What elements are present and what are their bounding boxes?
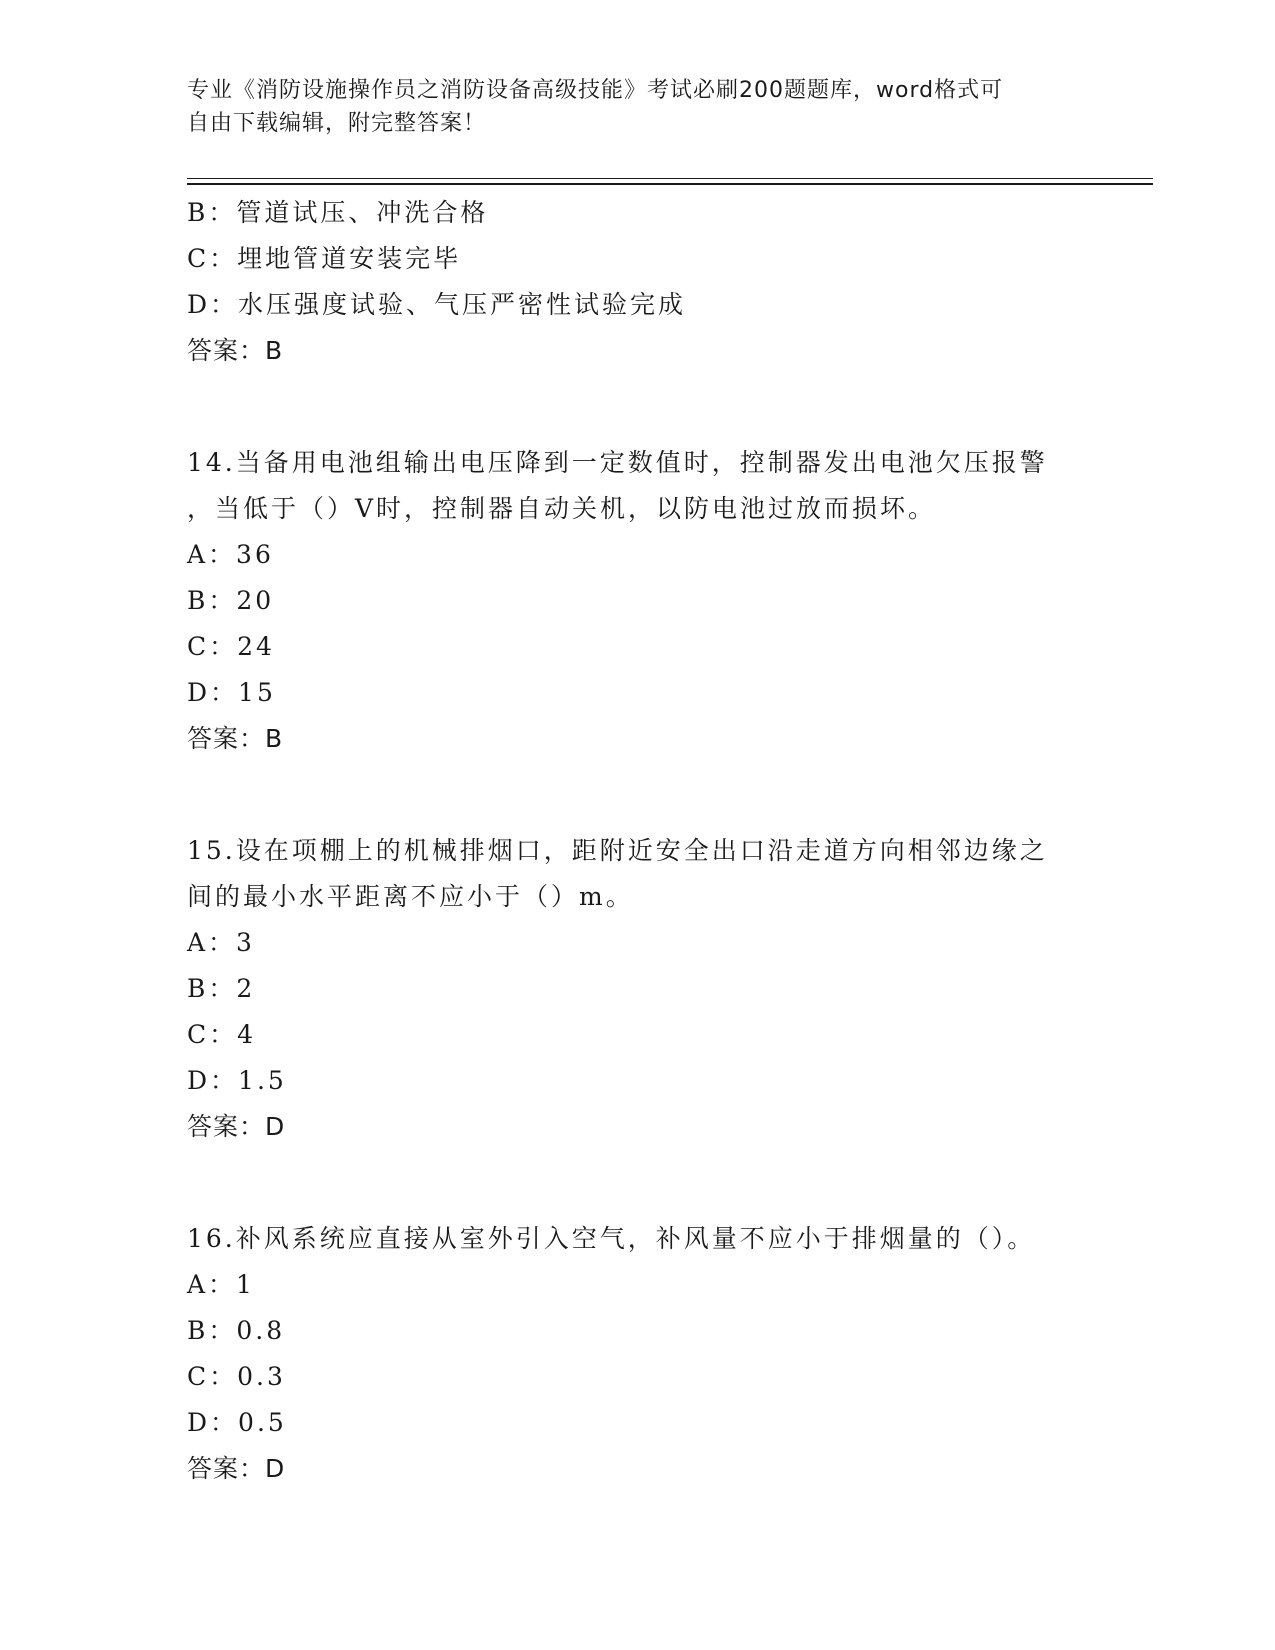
header-line-1: 专业《消防设施操作员之消防设备高级技能》考试必刷200题题库，word格式可 xyxy=(187,78,1004,103)
question-block-14 xyxy=(187,440,1087,762)
question-list xyxy=(187,190,1087,1492)
option-b: B：0.8 xyxy=(187,1316,286,1345)
option-a: A：3 xyxy=(187,928,255,957)
answer: 答案：D xyxy=(187,1454,286,1483)
option-b: B：管道试压、冲洗合格 xyxy=(187,198,489,227)
option-d: D：1.5 xyxy=(187,1066,287,1095)
option-c: C：0.3 xyxy=(187,1362,286,1391)
answer: 答案：B xyxy=(187,336,284,365)
answer: 答案：D xyxy=(187,1112,286,1141)
option-a: A：36 xyxy=(187,540,274,569)
question-text-line-1: 14.当备用电池组输出电压降到一定数值时，控制器发出电池欠压报警 xyxy=(187,448,1048,477)
header-divider-thick xyxy=(187,183,1153,185)
question-block-15 xyxy=(187,828,1087,1150)
option-d: D：15 xyxy=(187,678,276,707)
answer: 答案：B xyxy=(187,724,284,753)
option-c: C：24 xyxy=(187,632,275,661)
option-c: C：埋地管道安装完毕 xyxy=(187,244,462,273)
header-divider-thin xyxy=(187,178,1153,179)
option-b: B：2 xyxy=(187,974,256,1003)
option-d: D：水压强度试验、气压严密性试验完成 xyxy=(187,290,687,319)
document-header xyxy=(187,74,1087,140)
option-b: B：20 xyxy=(187,586,275,615)
question-text-line-1: 16.补风系统应直接从室外引入空气，补风量不应小于排烟量的（）。 xyxy=(187,1224,1036,1253)
header-line-2: 自由下载编辑，附完整答案！ xyxy=(187,111,487,136)
question-text-line-1: 15.设在项棚上的机械排烟口，距附近安全出口沿走道方向相邻边缘之 xyxy=(187,836,1048,865)
question-block-13-partial xyxy=(187,190,1087,374)
option-c: C：4 xyxy=(187,1020,257,1049)
option-d: D：0.5 xyxy=(187,1408,287,1437)
option-a: A：1 xyxy=(187,1270,255,1299)
question-text-line-2: ，当低于（）V时，控制器自动关机，以防电池过放而损坏。 xyxy=(187,494,937,523)
question-block-16 xyxy=(187,1216,1087,1492)
question-text-line-2: 间的最小水平距离不应小于（）m。 xyxy=(187,882,634,911)
